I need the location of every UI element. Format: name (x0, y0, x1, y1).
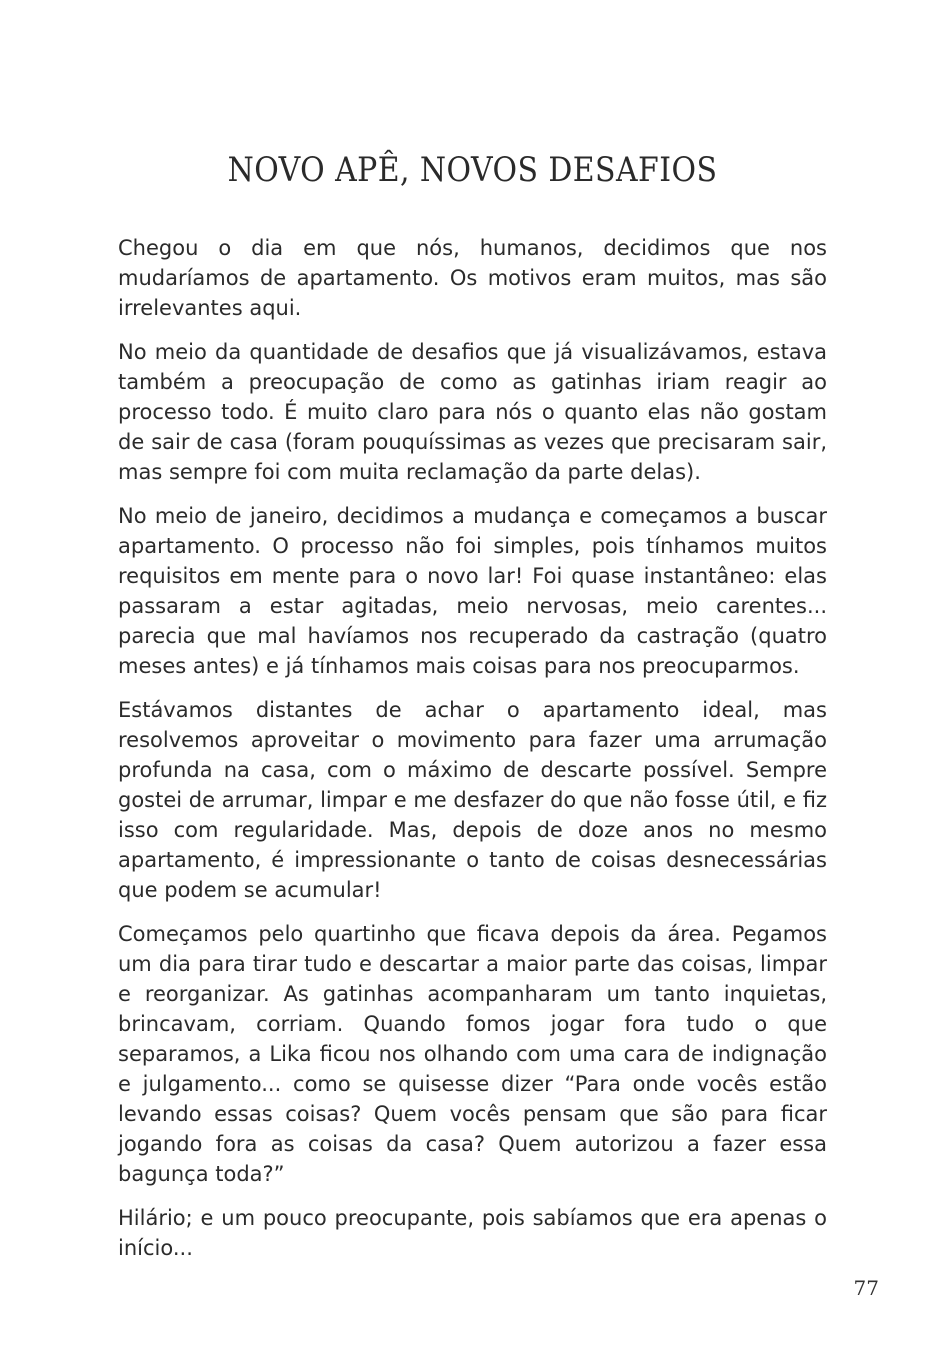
paragraph: Começamos pelo quartinho que ficava depois da área. Pegamos um dia para tirar tudo e descartar a maior parte das coisas, limpar e reorganizar. As gatinhas acompanharam um tanto inquietas, brincavam, corriam. Quando fomos jogar fora tudo o que separamos, a Lika ficou nos olhando com uma cara de indignação e julgamento... como se quisesse dizer “Para onde vocês estão levando essas coisas? Quem vocês pensam que são para ficar jogando fora as coisas da casa? Quem autorizou a fazer essa bagunça toda?” (118, 922, 827, 1186)
page-number: 77 (853, 1276, 879, 1300)
paragraph: Estávamos distantes de achar o apartamento ideal, mas resolvemos aproveitar o movimento para fazer uma arrumação profunda na casa, com o máximo de descarte possível. Sempre gostei de arrumar, limpar e me desfazer do que não fosse útil, e fiz isso com regularidade. Mas, depois de doze anos no mesmo apartamento, é impressionante o tanto de coisas desnecessárias que podem se acumular! (118, 698, 827, 902)
paragraph: No meio de janeiro, decidimos a mudança e começamos a buscar apartamento. O processo não foi simples, pois tínhamos muitos requisitos em mente para o novo lar! Foi quase instantâneo: elas passaram a estar agitadas, meio nervosas, meio carentes... parecia que mal havíamos nos recuperado da castração (quatro meses antes) e já tínhamos mais coisas para nos preocuparmos. (118, 504, 827, 678)
paragraph: Hilário; e um pouco preocupante, pois sabíamos que era apenas o início... (118, 1206, 827, 1260)
chapter-body (118, 233, 827, 1277)
paragraph: Chegou o dia em que nós, humanos, decidimos que nos mudaríamos de apartamento. Os motivos eram muitos, mas são irrelevantes aqui. (118, 236, 827, 320)
paragraph: No meio da quantidade de desafios que já visualizávamos, estava também a preocupação de como as gatinhas iriam reagir ao processo todo. É muito claro para nós o quanto elas não gostam de sair de casa (foram pouquíssimas as vezes que precisaram sair, mas sempre foi com muita reclamação da parte delas). (118, 340, 827, 484)
chapter-title: NOVO APÊ, NOVOS DESAFIOS (227, 150, 718, 190)
